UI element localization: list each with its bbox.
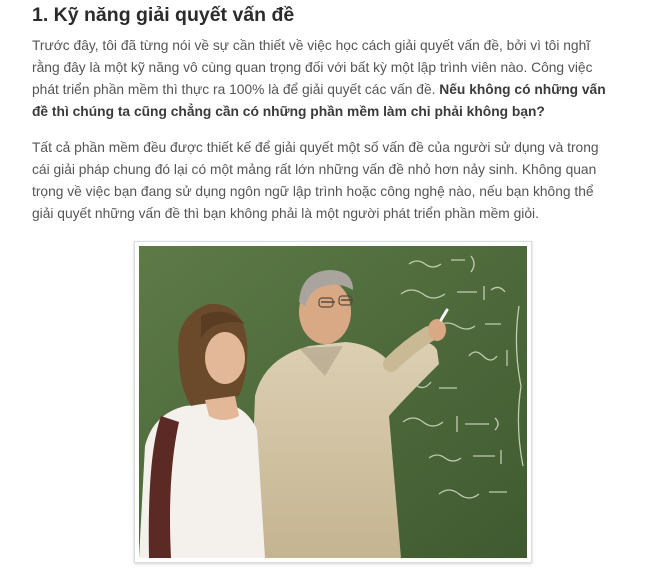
- teacher-hand: [428, 319, 446, 341]
- paragraph-text: phát triển phần mềm thì thực ra 100% là để giải quyết các vấn đề.: [32, 82, 440, 97]
- paragraph-line: trọng về việc bạn đang sử dụng ngôn ngữ lập trình hoặc công nghệ nào, nếu bạn không thể: [32, 184, 594, 199]
- student-face: [205, 332, 245, 384]
- emphasis-text: Nếu không có những vấn: [439, 82, 606, 97]
- emphasis-line: đề thì chúng ta cũng chẳng cần có những phần mềm làm chi phải không bạn?: [32, 104, 545, 119]
- article-photo: [134, 241, 532, 563]
- paragraph-body: [32, 137, 642, 225]
- paragraph-line: giải quyết những vấn đề thì bạn không phải là một người phát triển phần mềm giỏi.: [32, 206, 539, 221]
- paragraph-line: Trước đây, tôi đã từng nói về sự cần thiết về việc học cách giải quyết vấn đề, bởi vì tôi nghĩ: [32, 38, 591, 53]
- section-heading: 1. Kỹ năng giải quyết vấn đề: [32, 4, 295, 26]
- paragraph-intro: [32, 35, 642, 123]
- teacher-student-chalkboard-illustration: [139, 246, 527, 558]
- paragraph-line: rằng đây là một kỹ năng vô cùng quan trọng đối với bất kỳ một lập trình viên nào. Công việc: [32, 60, 593, 75]
- paragraph-line: [32, 79, 642, 101]
- paragraph-line: Tất cả phần mềm đều được thiết kế để giải quyết một số vấn đề của người sử dụng và trong: [32, 140, 599, 155]
- paragraph-line: cái giải pháp chung đó lại có một mảng rất lớn những vấn đề nhỏ hơn nảy sinh. Không quan: [32, 162, 597, 177]
